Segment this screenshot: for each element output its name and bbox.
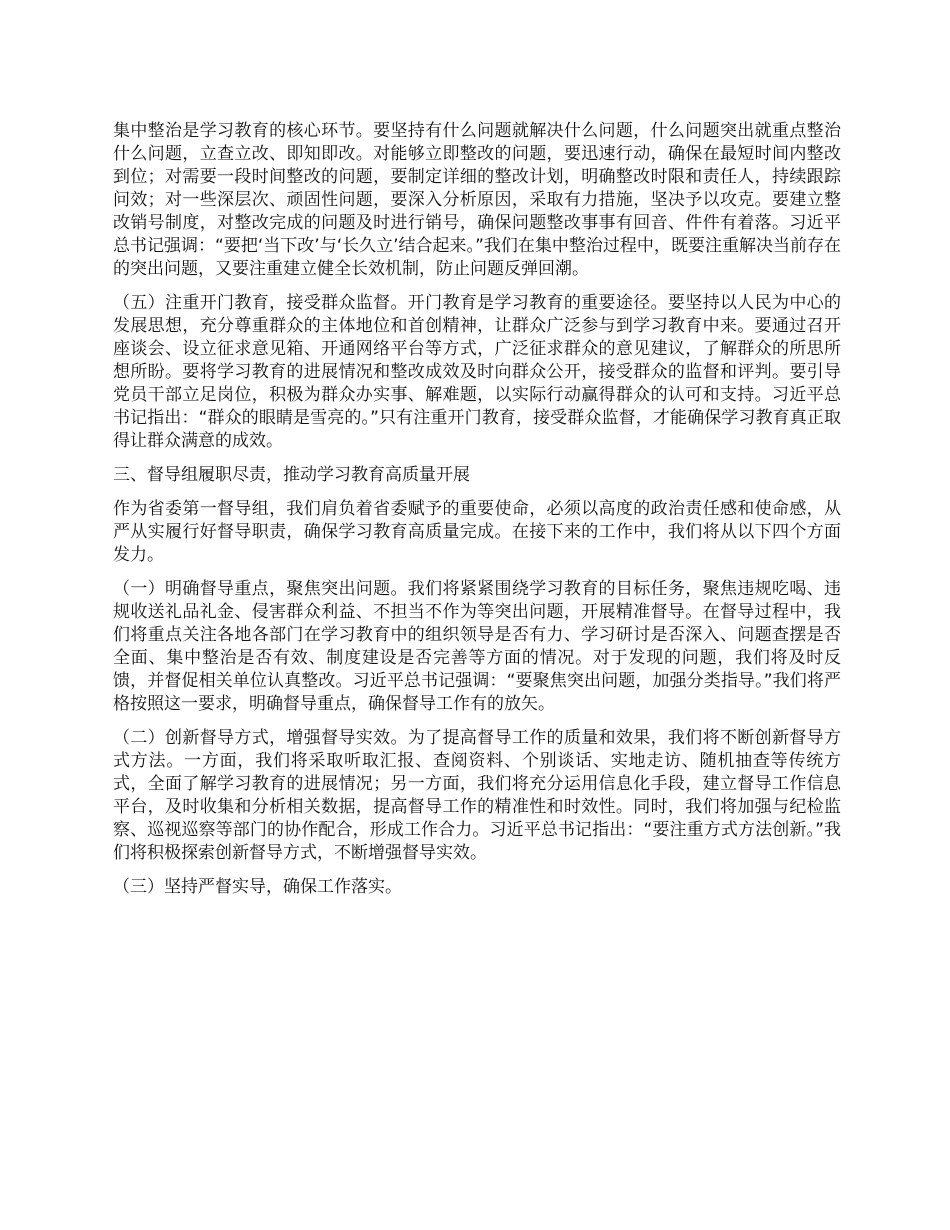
paragraph-open-education: （五）注重开门教育，接受群众监督。开门教育是学习教育的重要途径。要坚持以人民为中心的发展思想，充分尊重群众的主体地位和首创精神，让群众广泛参与到学习教育中来。要通过召开座谈会、设立征求意见箱、开通网络平台等方式，广泛征求群众的意见建议，了解群众的所思所想所盼。要将学习教育的进展情况和整改成效及时向群众公开，接受群众的监督和评判。要引导党员干部立足岗位，积极为群众办实事、解难题，以实际行动赢得群众的认可和支持。习近平总书记指出：“群众的眼睛是雪亮的。”只有注重开门教育，接受群众监督，才能确保学习教育真正取得让群众满意的成效。 <box>113 293 841 451</box>
section-heading-three: 三、督导组履职尽责，推动学习教育高质量开展 <box>113 465 470 485</box>
document-body <box>113 120 841 910</box>
paragraph-concentrated-rectification: 集中整治是学习教育的核心环节。要坚持有什么问题就解决什么问题，什么问题突出就重点整治什么问题，立查立改、即知即改。对能够立即整改的问题，要迅速行动，确保在最短时间内整改到位；对需要一段时间整改的问题，要制定详细的整改计划，明确整改时限和责任人，持续跟踪问效；对一些深层次、顽固性问题，要深入分析原因，采取有力措施，坚决予以攻克。要建立整改销号制度，对整改完成的问题及时进行销号，确保问题整改事事有回音、件件有着落。习近平总书记强调：“要把‘当下改’与‘长久立’结合起来。”我们在集中整治过程中，既要注重解决当前存在的突出问题，又要注重建立健全长效机制，防止问题反弹回潮。 <box>113 121 841 279</box>
paragraph-inspection-team-intro: 作为省委第一督导组，我们肩负着省委赋予的重要使命，必须以高度的政治责任感和使命感，从严从实履行好督导职责，确保学习教育高质量完成。在接下来的工作中，我们将从以下四个方面发力。 <box>113 499 841 565</box>
paragraph-strict-supervision: （三）坚持严督实导，确保工作落实。 <box>113 877 402 897</box>
paragraph-inspection-methods: （二）创新督导方式，增强督导实效。为了提高督导工作的质量和效果，我们将不断创新督导方式方法。一方面，我们将采取听取汇报、查阅资料、个别谈话、实地走访、随机抽查等传统方式，全面了解学习教育的进展情况；另一方面，我们将充分运用信息化手段，建立督导工作信息平台，及时收集和分析相关数据，提高督导工作的精准性和时效性。同时，我们将加强与纪检监察、巡视巡察等部门的协作配合，形成工作合力。习近平总书记指出：“要注重方式方法创新。”我们将积极探索创新督导方式，不断增强督导实效。 <box>113 728 841 863</box>
paragraph-inspection-focus: （一）明确督导重点，聚焦突出问题。我们将紧紧围绕学习教育的目标任务，聚焦违规吃喝、违规收送礼品礼金、侵害群众利益、不担当不作为等突出问题，开展精准督导。在督导过程中，我们将重点关注各地各部门在学习教育中的组织领导是否有力、学习研讨是否深入、问题查摆是否全面、集中整治是否有效、制度建设是否完善等方面的情况。对于发现的问题，我们将及时反馈，并督促相关单位认真整改。习近平总书记强调：“要聚焦突出问题，加强分类指导。”我们将严格按照这一要求，明确督导重点，确保督导工作有的放矢。 <box>113 579 841 714</box>
